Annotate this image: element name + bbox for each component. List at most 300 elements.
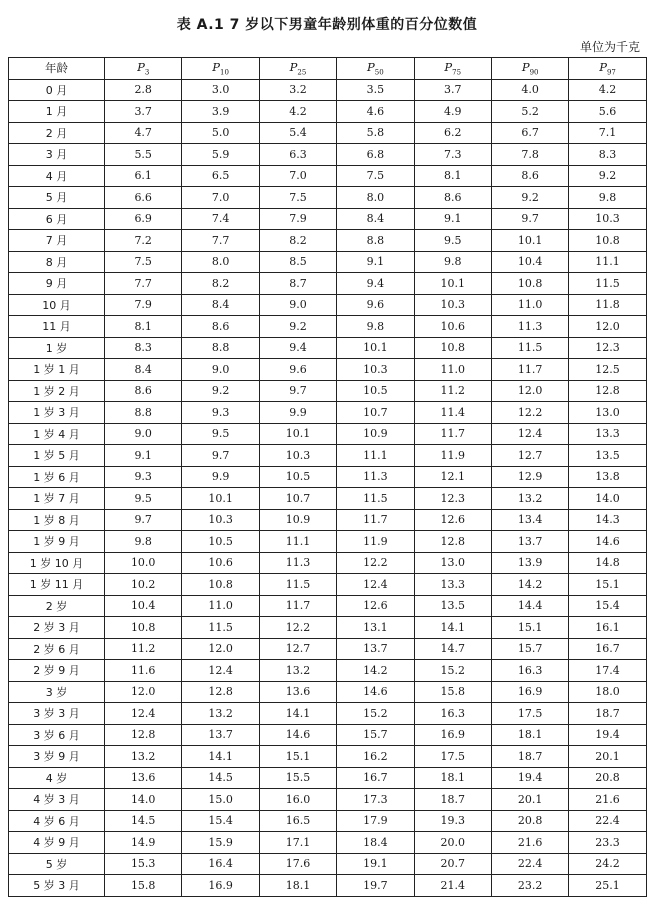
weight-value-cell: 8.3 [105,337,182,359]
weight-value-cell: 6.3 [259,144,336,166]
age-cell: 3 岁 9 月 [9,746,105,768]
age-cell: 3 岁 6 月 [9,724,105,746]
weight-value-cell: 25.1 [569,875,646,897]
weight-value-cell: 11.7 [259,595,336,617]
weight-value-cell: 14.1 [182,746,259,768]
column-header-p50 [337,58,414,80]
weight-value-cell: 12.0 [569,316,646,338]
table-row [9,660,647,682]
table-row [9,144,647,166]
unit-note: 单位为千克 [579,40,640,54]
weight-value-cell: 16.9 [491,681,568,703]
weight-value-cell: 9.9 [259,402,336,424]
weight-value-cell: 14.7 [414,638,491,660]
weight-value-cell: 7.3 [414,144,491,166]
weight-value-cell: 9.2 [259,316,336,338]
weight-value-cell: 10.1 [414,273,491,295]
weight-value-cell: 11.4 [414,402,491,424]
weight-value-cell: 4.2 [259,101,336,123]
weight-value-cell: 18.1 [414,767,491,789]
weight-value-cell: 11.5 [569,273,646,295]
weight-value-cell: 14.1 [259,703,336,725]
weight-value-cell: 10.4 [491,251,568,273]
column-header-p97 [569,58,646,80]
age-cell: 4 岁 6 月 [9,810,105,832]
weight-value-cell: 8.0 [182,251,259,273]
weight-value-cell: 11.0 [182,595,259,617]
percentile-symbol: P [444,60,453,75]
table-row [9,316,647,338]
weight-value-cell: 13.6 [259,681,336,703]
weight-value-cell: 19.7 [337,875,414,897]
weight-value-cell: 9.2 [491,187,568,209]
weight-value-cell: 24.2 [569,853,646,875]
weight-value-cell: 10.7 [337,402,414,424]
table-row [9,359,647,381]
weight-value-cell: 9.1 [414,208,491,230]
age-cell: 1 岁 11 月 [9,574,105,596]
table-row [9,230,647,252]
weight-value-cell: 9.8 [105,531,182,553]
age-cell: 1 岁 10 月 [9,552,105,574]
weight-value-cell: 16.0 [259,789,336,811]
weight-value-cell: 6.8 [337,144,414,166]
percentile-symbol: P [367,60,375,75]
weight-value-cell: 12.4 [182,660,259,682]
weight-value-cell: 13.7 [337,638,414,660]
weight-value-cell: 5.2 [491,101,568,123]
weight-percentile-table [8,57,647,897]
weight-value-cell: 10.5 [337,380,414,402]
weight-value-cell: 7.0 [182,187,259,209]
percentile-subscript: 25 [297,68,307,77]
weight-value-cell: 12.4 [105,703,182,725]
age-cell: 5 月 [9,187,105,209]
weight-value-cell: 9.2 [569,165,646,187]
percentile-symbol: P [521,60,530,75]
age-cell: 3 岁 [9,681,105,703]
weight-value-cell: 23.2 [491,875,568,897]
weight-value-cell: 21.4 [414,875,491,897]
weight-value-cell: 19.4 [491,767,568,789]
weight-value-cell: 19.1 [337,853,414,875]
weight-value-cell: 3.2 [259,79,336,101]
weight-value-cell: 10.5 [259,466,336,488]
weight-value-cell: 9.0 [182,359,259,381]
weight-value-cell: 9.5 [182,423,259,445]
weight-value-cell: 16.9 [182,875,259,897]
table-row [9,251,647,273]
weight-value-cell: 12.8 [414,531,491,553]
weight-value-cell: 17.5 [414,746,491,768]
weight-value-cell: 21.6 [569,789,646,811]
column-header-p75 [414,58,491,80]
age-cell: 1 岁 9 月 [9,531,105,553]
weight-value-cell: 15.1 [491,617,568,639]
column-header-p25 [259,58,336,80]
weight-value-cell: 18.7 [569,703,646,725]
weight-value-cell: 7.4 [182,208,259,230]
age-cell: 4 月 [9,165,105,187]
weight-value-cell: 13.3 [569,423,646,445]
weight-value-cell: 11.7 [414,423,491,445]
weight-value-cell: 3.9 [182,101,259,123]
weight-value-cell: 14.0 [569,488,646,510]
age-cell: 1 月 [9,101,105,123]
table-row [9,681,647,703]
weight-value-cell: 20.0 [414,832,491,854]
weight-value-cell: 3.0 [182,79,259,101]
column-header-p10 [182,58,259,80]
weight-value-cell: 15.7 [491,638,568,660]
weight-value-cell: 9.0 [259,294,336,316]
weight-value-cell: 10.8 [414,337,491,359]
weight-value-cell: 5.4 [259,122,336,144]
weight-value-cell: 8.4 [182,294,259,316]
table-row [9,552,647,574]
table-row [9,208,647,230]
weight-value-cell: 12.8 [569,380,646,402]
weight-value-cell: 10.6 [414,316,491,338]
age-cell: 2 岁 9 月 [9,660,105,682]
table-row [9,810,647,832]
weight-value-cell: 14.2 [491,574,568,596]
weight-value-cell: 7.7 [182,230,259,252]
weight-value-cell: 23.3 [569,832,646,854]
weight-value-cell: 13.8 [569,466,646,488]
weight-value-cell: 14.5 [105,810,182,832]
weight-value-cell: 9.1 [105,445,182,467]
weight-value-cell: 5.9 [182,144,259,166]
age-cell: 1 岁 8 月 [9,509,105,531]
weight-value-cell: 14.6 [259,724,336,746]
weight-value-cell: 8.8 [105,402,182,424]
weight-value-cell: 9.8 [337,316,414,338]
weight-value-cell: 11.5 [259,574,336,596]
weight-value-cell: 7.5 [337,165,414,187]
table-title: 表 A.1 7 岁以下男童年龄别体重的百分位数值 [176,17,478,33]
table-row [9,165,647,187]
weight-value-cell: 15.8 [414,681,491,703]
table-row [9,466,647,488]
weight-value-cell: 8.1 [414,165,491,187]
weight-value-cell: 11.2 [105,638,182,660]
weight-value-cell: 3.5 [337,79,414,101]
weight-value-cell: 11.0 [414,359,491,381]
weight-value-cell: 11.7 [491,359,568,381]
weight-value-cell: 5.8 [337,122,414,144]
percentile-symbol: P [137,60,145,75]
weight-value-cell: 20.7 [414,853,491,875]
weight-value-cell: 8.6 [105,380,182,402]
weight-value-cell: 11.5 [182,617,259,639]
weight-value-cell: 9.2 [182,380,259,402]
weight-value-cell: 12.7 [491,445,568,467]
weight-value-cell: 12.1 [414,466,491,488]
weight-value-cell: 7.0 [259,165,336,187]
weight-value-cell: 17.9 [337,810,414,832]
table-row [9,638,647,660]
weight-value-cell: 19.3 [414,810,491,832]
weight-value-cell: 10.6 [182,552,259,574]
weight-value-cell: 13.1 [337,617,414,639]
table-row [9,875,647,897]
weight-value-cell: 20.1 [569,746,646,768]
weight-value-cell: 10.8 [569,230,646,252]
weight-value-cell: 9.0 [105,423,182,445]
percentile-symbol: P [599,60,607,75]
weight-value-cell: 3.7 [414,79,491,101]
weight-value-cell: 4.2 [569,79,646,101]
percentile-subscript: 75 [452,68,462,77]
weight-value-cell: 10.1 [259,423,336,445]
weight-value-cell: 10.5 [182,531,259,553]
age-cell: 4 岁 [9,767,105,789]
weight-value-cell: 5.0 [182,122,259,144]
weight-value-cell: 19.4 [569,724,646,746]
weight-value-cell: 7.5 [105,251,182,273]
weight-value-cell: 18.7 [414,789,491,811]
age-cell: 2 月 [9,122,105,144]
weight-value-cell: 14.6 [569,531,646,553]
weight-value-cell: 11.1 [569,251,646,273]
weight-value-cell: 9.1 [337,251,414,273]
weight-value-cell: 18.1 [259,875,336,897]
weight-value-cell: 15.1 [259,746,336,768]
table-row [9,595,647,617]
weight-value-cell: 11.3 [259,552,336,574]
weight-value-cell: 11.9 [414,445,491,467]
age-cell: 10 月 [9,294,105,316]
weight-value-cell: 9.6 [337,294,414,316]
weight-value-cell: 15.9 [182,832,259,854]
weight-value-cell: 7.9 [105,294,182,316]
column-header-p3 [105,58,182,80]
weight-value-cell: 10.1 [337,337,414,359]
table-row [9,79,647,101]
weight-value-cell: 8.6 [414,187,491,209]
weight-value-cell: 12.4 [337,574,414,596]
weight-value-cell: 8.8 [182,337,259,359]
weight-value-cell: 22.4 [569,810,646,832]
weight-value-cell: 13.3 [414,574,491,596]
weight-value-cell: 8.6 [491,165,568,187]
weight-value-cell: 11.1 [337,445,414,467]
weight-value-cell: 12.4 [491,423,568,445]
percentile-subscript: 97 [606,68,616,77]
weight-value-cell: 9.8 [414,251,491,273]
age-cell: 5 岁 3 月 [9,875,105,897]
age-cell: 2 岁 [9,595,105,617]
weight-value-cell: 8.8 [337,230,414,252]
weight-value-cell: 9.4 [259,337,336,359]
table-row [9,853,647,875]
percentile-subscript: 90 [529,68,539,77]
weight-value-cell: 8.1 [105,316,182,338]
weight-value-cell: 10.1 [182,488,259,510]
weight-value-cell: 4.7 [105,122,182,144]
weight-value-cell: 18.7 [491,746,568,768]
weight-value-cell: 7.7 [105,273,182,295]
table-row [9,122,647,144]
weight-value-cell: 12.9 [491,466,568,488]
weight-value-cell: 12.7 [259,638,336,660]
weight-value-cell: 10.9 [259,509,336,531]
weight-value-cell: 8.5 [259,251,336,273]
weight-value-cell: 16.5 [259,810,336,832]
weight-value-cell: 9.4 [337,273,414,295]
percentile-symbol: P [289,60,298,75]
weight-value-cell: 15.7 [337,724,414,746]
weight-value-cell: 6.5 [182,165,259,187]
age-cell: 2 岁 3 月 [9,617,105,639]
weight-value-cell: 22.4 [491,853,568,875]
weight-value-cell: 9.5 [414,230,491,252]
weight-value-cell: 12.0 [491,380,568,402]
percentile-subscript: 50 [374,68,384,77]
weight-value-cell: 12.3 [569,337,646,359]
weight-value-cell: 11.9 [337,531,414,553]
table-row [9,509,647,531]
weight-value-cell: 10.3 [182,509,259,531]
weight-value-cell: 6.7 [491,122,568,144]
weight-value-cell: 5.6 [569,101,646,123]
weight-value-cell: 13.4 [491,509,568,531]
age-cell: 4 岁 9 月 [9,832,105,854]
column-header-p90 [491,58,568,80]
weight-value-cell: 17.1 [259,832,336,854]
weight-value-cell: 6.6 [105,187,182,209]
weight-value-cell: 16.9 [414,724,491,746]
weight-value-cell: 11.3 [491,316,568,338]
table-row [9,101,647,123]
weight-value-cell: 14.2 [337,660,414,682]
age-cell: 1 岁 [9,337,105,359]
age-cell: 4 岁 3 月 [9,789,105,811]
age-cell: 2 岁 6 月 [9,638,105,660]
weight-value-cell: 9.7 [491,208,568,230]
weight-value-cell: 7.1 [569,122,646,144]
weight-value-cell: 8.4 [337,208,414,230]
table-row [9,531,647,553]
table-row [9,273,647,295]
weight-value-cell: 11.5 [491,337,568,359]
weight-value-cell: 4.6 [337,101,414,123]
age-cell: 3 月 [9,144,105,166]
age-cell: 6 月 [9,208,105,230]
table-row [9,488,647,510]
weight-value-cell: 5.5 [105,144,182,166]
weight-value-cell: 13.5 [569,445,646,467]
weight-value-cell: 13.0 [414,552,491,574]
weight-value-cell: 10.8 [182,574,259,596]
weight-value-cell: 11.5 [337,488,414,510]
weight-value-cell: 16.3 [414,703,491,725]
weight-value-cell: 6.9 [105,208,182,230]
age-cell: 11 月 [9,316,105,338]
weight-value-cell: 9.8 [569,187,646,209]
table-row [9,789,647,811]
weight-value-cell: 20.8 [569,767,646,789]
age-cell: 1 岁 5 月 [9,445,105,467]
weight-value-cell: 21.6 [491,832,568,854]
weight-value-cell: 17.6 [259,853,336,875]
weight-value-cell: 18.0 [569,681,646,703]
weight-value-cell: 10.4 [105,595,182,617]
weight-value-cell: 9.6 [259,359,336,381]
weight-value-cell: 4.9 [414,101,491,123]
weight-value-cell: 10.8 [491,273,568,295]
weight-value-cell: 9.5 [105,488,182,510]
weight-value-cell: 15.5 [259,767,336,789]
weight-value-cell: 18.1 [491,724,568,746]
weight-value-cell: 9.7 [182,445,259,467]
weight-value-cell: 6.1 [105,165,182,187]
weight-value-cell: 10.3 [259,445,336,467]
weight-value-cell: 11.7 [337,509,414,531]
table-row [9,767,647,789]
weight-value-cell: 11.3 [337,466,414,488]
weight-value-cell: 15.2 [414,660,491,682]
weight-value-cell: 10.3 [569,208,646,230]
age-cell: 1 岁 4 月 [9,423,105,445]
age-cell: 1 岁 1 月 [9,359,105,381]
weight-value-cell: 16.1 [569,617,646,639]
weight-value-cell: 9.3 [182,402,259,424]
weight-value-cell: 20.1 [491,789,568,811]
weight-value-cell: 14.4 [491,595,568,617]
weight-value-cell: 12.3 [414,488,491,510]
table-row [9,746,647,768]
weight-value-cell: 17.4 [569,660,646,682]
weight-value-cell: 20.8 [491,810,568,832]
table-row [9,402,647,424]
weight-value-cell: 13.6 [105,767,182,789]
table-row [9,423,647,445]
weight-value-cell: 12.5 [569,359,646,381]
weight-value-cell: 7.2 [105,230,182,252]
table-row [9,337,647,359]
weight-value-cell: 12.2 [259,617,336,639]
weight-value-cell: 12.6 [337,595,414,617]
weight-value-cell: 10.8 [105,617,182,639]
weight-value-cell: 14.0 [105,789,182,811]
weight-value-cell: 13.7 [182,724,259,746]
weight-value-cell: 11.8 [569,294,646,316]
weight-value-cell: 15.1 [569,574,646,596]
weight-value-cell: 3.7 [105,101,182,123]
percentile-subscript: 10 [220,68,229,77]
weight-value-cell: 14.1 [414,617,491,639]
age-cell: 9 月 [9,273,105,295]
weight-value-cell: 9.9 [182,466,259,488]
weight-value-cell: 12.6 [414,509,491,531]
weight-value-cell: 12.8 [105,724,182,746]
table-row [9,445,647,467]
weight-value-cell: 12.0 [105,681,182,703]
weight-value-cell: 10.3 [414,294,491,316]
age-cell: 8 月 [9,251,105,273]
weight-value-cell: 11.0 [491,294,568,316]
weight-value-cell: 13.2 [259,660,336,682]
age-cell: 1 岁 2 月 [9,380,105,402]
weight-value-cell: 10.3 [337,359,414,381]
weight-value-cell: 15.0 [182,789,259,811]
weight-value-cell: 12.2 [337,552,414,574]
weight-value-cell: 2.8 [105,79,182,101]
weight-value-cell: 15.4 [182,810,259,832]
age-cell: 5 岁 [9,853,105,875]
